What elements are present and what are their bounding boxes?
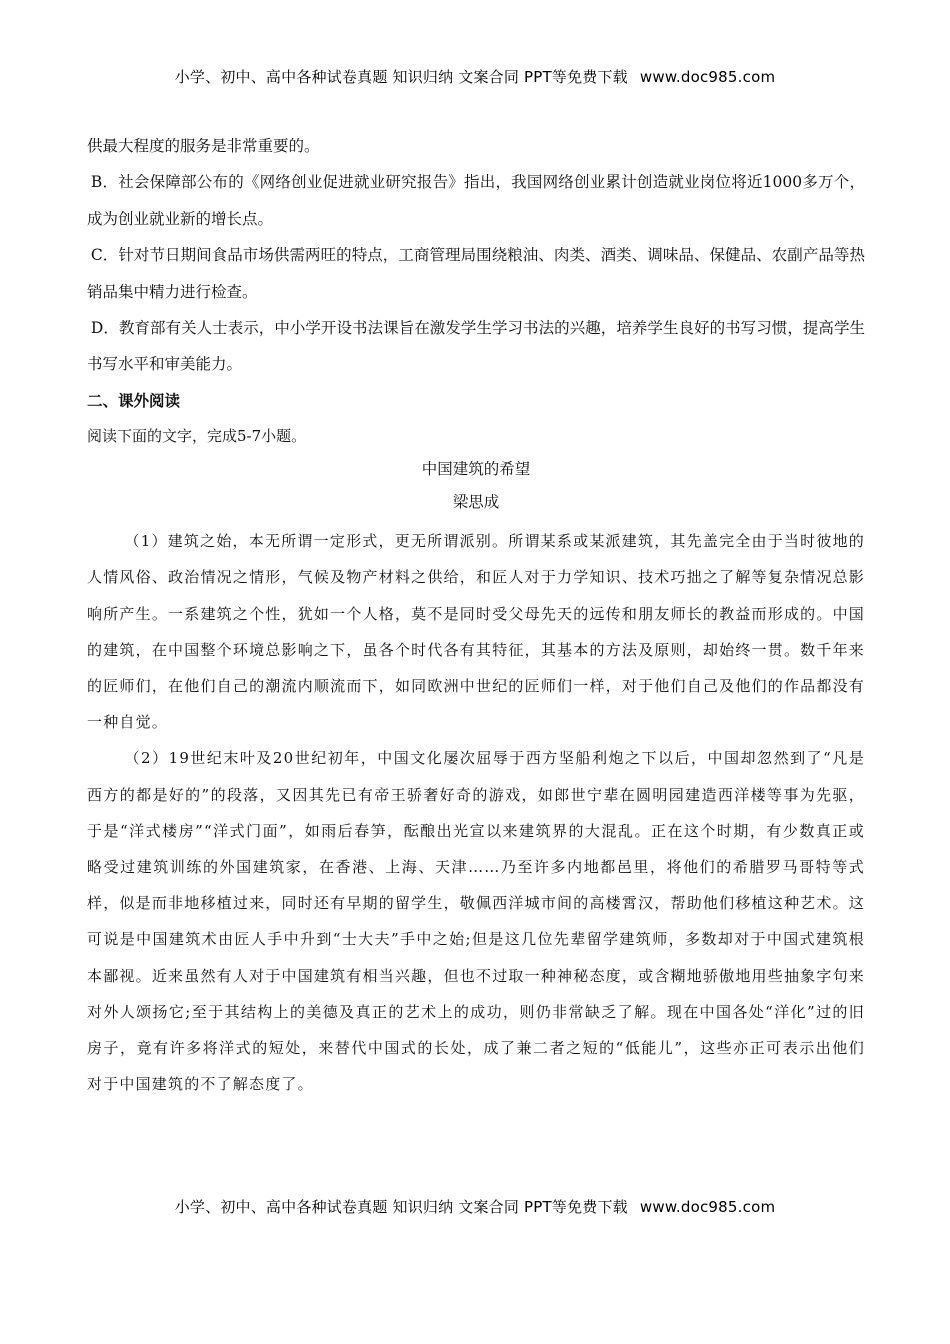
header-text: 小学、初中、高中各种试卷真题 知识归纳 文案合同 PPT等免费下载	[174, 68, 628, 86]
section-heading: 二、课外阅读	[87, 391, 181, 410]
reading-instruction: 阅读下面的文字，完成5-7小题。	[87, 427, 307, 446]
article-paragraph-2: （2）19世纪末叶及20世纪初年，中国文化屡次屈辱于西方坚船利炮之下以后，中国却忽然到了“凡是西方的都是好的”的段落，又因其先已有帝王骄奢好奇的游戏，如郎世宁辈在圆明园建造西洋楼等事为先驱，于是“洋式楼房”“洋式门面”，如雨后春笋，酝酿出光宣以来建筑界的大混乱。正在这个时期，有少数真正或略受过建筑训练的外国建筑家，在香港、上海、天津……乃至许多内地都邑里，将他们的希腊罗马哥特等式样，似是而非地移植过来，同时还有早期的留学生，敬佩西洋城市间的高楼霄汉，帮助他们移植这种艺术。这可说是中国建筑术由匠人手中升到“士大夫”手中之始;但是这几位先辈留学建筑师，多数却对于中国式建筑根本鄙视。近来虽然有人对于中国建筑有相当兴趣，但也不过取一种神秘态度，或含糊地骄傲地用些抽象字句来对外人颂扬它;至于其结构上的美德及真正的艺术上的成功，则仍非常缺乏了解。现在中国各处“洋化”过的旧房子，竟有许多将洋式的短处，来替代中国式的长处，成了兼二者之短的“低能儿”，这些亦正可表示出他们对于中国建筑的不了解态度了。	[87, 749, 865, 1094]
article-author: 梁思成	[452, 493, 500, 512]
article-paragraph-1: （1）建筑之始，本无所谓一定形式，更无所谓派别。所谓某系或某派建筑，其先盖完全由于当时彼地的人情风俗、政治情况之情形，气候及物产材料之供给，和匠人对于力学知识、技术巧拙之了解等复杂情况总影响所产生。一系建筑之个性，犹如一个人格，莫不是同时受父母先天的远传和朋友师长的教益而形成的。中国的建筑，在中国整个环境总影响之下，虽各个时代各有其特征，其基本的方法及原则，却始终一贯。数千年来的匠师们，在他们自己的潮流内顺流而下，如同欧洲中世纪的匠师们一样，对于他们自己及他们的作品都没有一种自觉。	[87, 532, 865, 732]
option-d: D．教育部有关人士表示，中小学开设书法课旨在激发学生学习书法的兴趣，培养学生良好的书写习惯，提高学生书写水平和审美能力。	[87, 319, 865, 374]
header-site-link[interactable]: www.doc985.com	[639, 68, 776, 86]
footer-text: 小学、初中、高中各种试卷真题 知识归纳 文案合同 PPT等免费下载	[174, 1198, 628, 1216]
footer-site-link[interactable]: www.doc985.com	[639, 1198, 776, 1216]
article-title: 中国建筑的希望	[421, 460, 531, 479]
option-b: B．社会保障部公布的《网络创业促进就业研究报告》指出，我国网络创业累计创造就业岗位将近1000多万个，成为创业就业新的增长点。	[87, 173, 865, 228]
page-header	[0, 66, 950, 87]
page-footer	[0, 1196, 950, 1217]
document-body	[87, 128, 865, 1103]
previous-option-continuation: 供最大程度的服务是非常重要的。	[87, 137, 320, 155]
option-c: C．针对节日期间食品市场供需两旺的特点，工商管理局围绕粮油、肉类、酒类、调味品、保健品、农副产品等热销品集中精力进行检查。	[87, 246, 865, 301]
